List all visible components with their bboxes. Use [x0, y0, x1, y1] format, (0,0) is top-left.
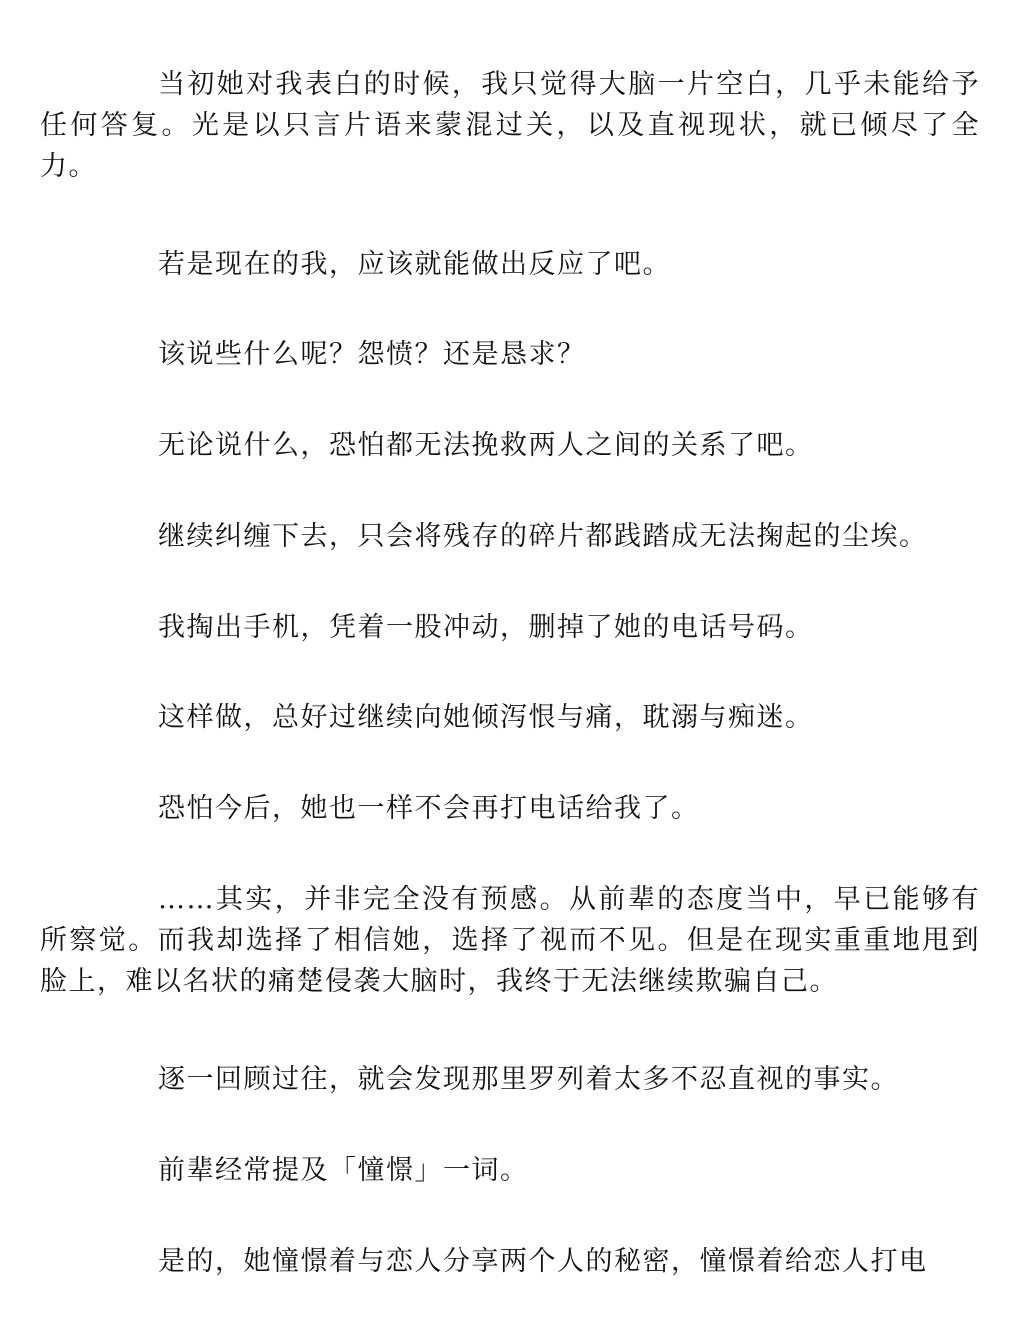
paragraph-11: 前辈经常提及「憧憬」一词。: [158, 1155, 529, 1186]
paragraph-8: 恐怕今后，她也一样不会再打电话给我了。: [158, 793, 700, 824]
paragraph-9: ……其实，并非完全没有预感。从前辈的态度当中，早已能够有所察觉。而我却选择了相信她，选择了视而不见。但是在现实重重地甩到脸上，难以名状的痛楚侵袭大脑时，我终于无法继续欺骗自己。: [40, 884, 980, 997]
paragraph-1: 当初她对我表白的时候，我只觉得大脑一片空白，几乎未能给予任何答复。光是以只言片语来蒙混过关，以及直视现状，就已倾尽了全力。: [40, 69, 980, 182]
paragraph-6: 我掏出手机，凭着一股冲动，删掉了她的电话号码。: [158, 612, 814, 643]
paragraph-10: 逐一回顾过往，就会发现那里罗列着太多不忍直视的事实。: [158, 1064, 899, 1095]
paragraph-4: 无论说什么，恐怕都无法挽救两人之间的关系了吧。: [158, 430, 814, 461]
paragraph-12: 是的，她憧憬着与恋人分享两个人的秘密，憧憬着给恋人打电: [158, 1246, 928, 1277]
paragraph-5: 继续纠缠下去，只会将残存的碎片都践踏成无法掬起的尘埃。: [158, 521, 928, 552]
paragraph-7: 这样做，总好过继续向她倾泻恨与痛，耽溺与痴迷。: [158, 702, 814, 733]
paragraph-2: 若是现在的我，应该就能做出反应了吧。: [158, 249, 671, 280]
paragraph-3: 该说些什么呢？怨愤？还是恳求？: [158, 339, 586, 370]
